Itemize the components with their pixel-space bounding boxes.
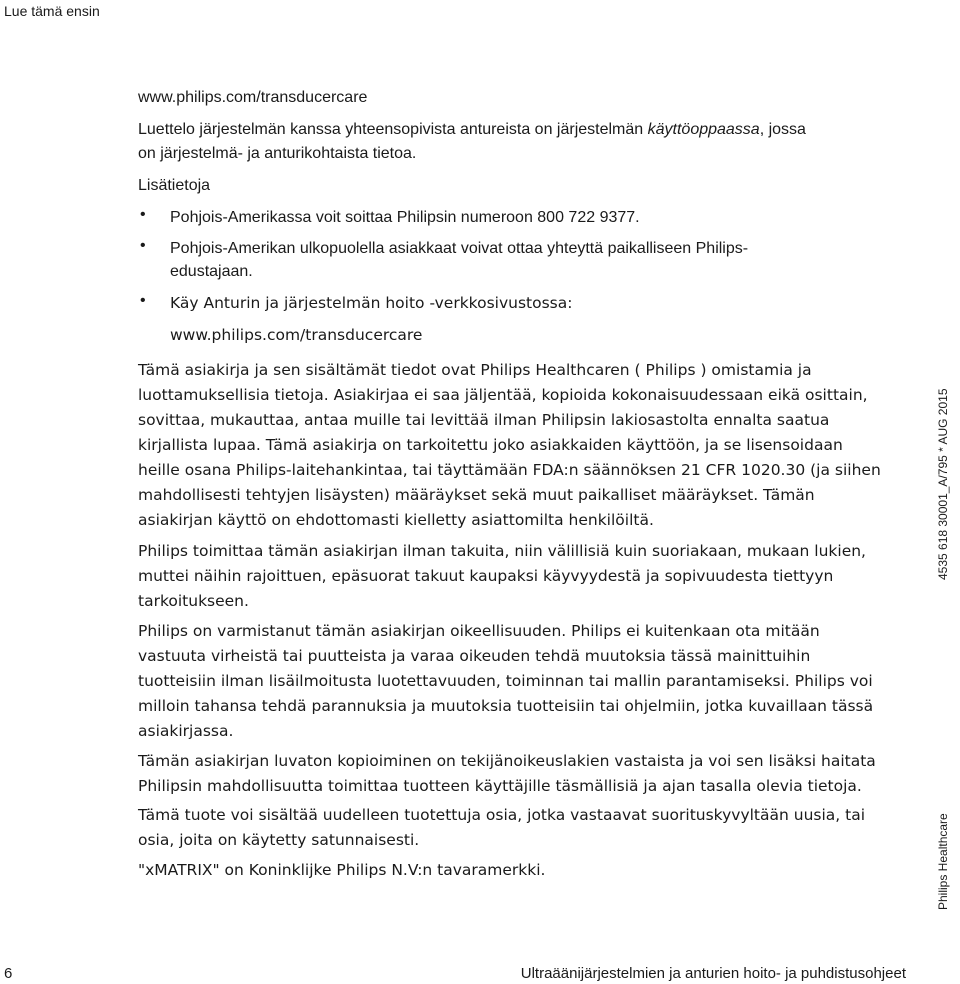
bullet-item-international-cont: edustajaan. — [170, 263, 253, 280]
bullet-dot: • — [140, 206, 146, 223]
side-company-name: Philips Healthcare — [936, 813, 950, 910]
bullet-dot: • — [140, 292, 146, 309]
bullet-dot: • — [140, 237, 146, 254]
manual-title: Ultraäänijärjestelmien ja anturien hoito- ja puhdistusohjeet — [520, 965, 906, 982]
bullet-item-phone: Pohjois-Amerikassa voit soittaa Philipsin numeroon 800 722 9377. — [170, 209, 640, 226]
website-link[interactable]: www.philips.com/transducercare — [170, 326, 423, 344]
side-document-number: 4535 618 30001_A/795 * AUG 2015 — [936, 388, 950, 580]
bullet-item-international: Pohjois-Amerikan ulkopuolella asiakkaat voivat ottaa yhteyttä paikalliseen Philips- — [170, 240, 749, 257]
page-number: 6 — [4, 965, 13, 982]
compat-line-1: Luettelo järjestelmän kanssa yhteensopivista antureista on järjestelmän käyttöoppaassa, jossa — [138, 121, 806, 138]
bullet-item-website: Käy Anturin ja järjestelmän hoito -verkkosivustossa: — [170, 294, 573, 312]
compat-line-2: on järjestelmä- ja anturikohtaista tietoa. — [138, 145, 417, 162]
header-title: Lue tämä ensin — [4, 3, 100, 19]
info-heading: Lisätietoja — [138, 177, 211, 194]
page-header — [0, 0, 960, 22]
manual-reference: käyttöoppaassa — [647, 121, 760, 138]
intro-url: www.philips.com/transducercare — [138, 89, 368, 106]
